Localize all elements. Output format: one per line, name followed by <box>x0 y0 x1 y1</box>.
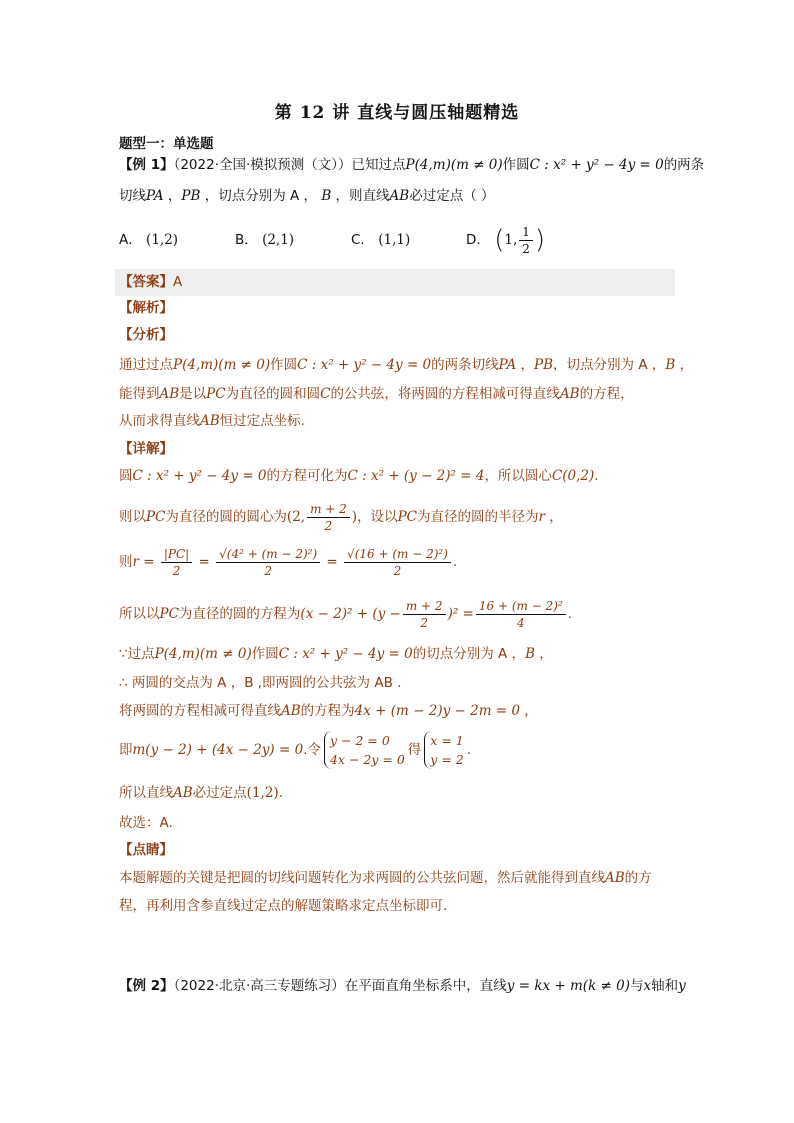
detail-line-3: 则r = $\frac{|PC|}{2}$ = $\frac{\text{√(4² + (m − 2)²)}}{2}$ = $\frac{\text{√(16 + (m − 2)²)}}{2}$ . <box>119 546 458 578</box>
detail-line-5: ∵过点P(4,m)(m ≠ 0)作圆C : x² + y² − 4y = 0的切点分别为 A ，B ， <box>119 646 553 662</box>
comment-line-2: 程，再利用含参直线过定点的解题策略求定点坐标即可. <box>119 898 448 914</box>
page-title: 第 12 讲 直线与圆压轴题精选 <box>274 103 520 123</box>
section-heading: 题型一：单选题 <box>119 136 214 152</box>
fenxi-heading: 【分析】 <box>119 327 173 343</box>
detail-line-4: 所以以PC为直径的圆的方程为(x − 2)² + (y − $\frac{m + 2}{2}$ )² = $\frac{\text{16 + (m − 2)²}}{4}$ . <box>119 598 572 630</box>
example-1-question-line-1: 【例 1】（2022·全国·模拟预测（文））已知过点P(4,m)(m ≠ 0)作圆C : x² + y² − 4y = 0的两条 <box>119 157 705 173</box>
example-2-tag: 【例 2】 <box>119 978 174 994</box>
analysis-line-2: 能得到AB是以PC为直径的圆和圆C的公共弦，将两圆的方程相减可得直线AB的方程， <box>119 386 634 402</box>
example-2-question-line-1: 【例 2】（2022·北京·高三专题练习）在平面直角坐标系中，直线y = kx + m(k ≠ 0)与x轴和y <box>119 978 686 994</box>
dianjing-heading: 【点睛】 <box>119 842 173 858</box>
detail-line-8: 即m(y − 2) + (4x − 2y) = 0.令 y − 2 = 0 4x − 2y = 0 得 x = 1 y = 2 . <box>119 733 472 767</box>
answer-line: 【答案】A <box>119 274 183 290</box>
analysis-line-1: 通过过点P(4,m)(m ≠ 0)作圆C : x² + y² − 4y = 0的两条切线PA ，PB，切点分别为 A ，B ， <box>119 357 694 373</box>
analysis-line-3: 从而求得直线AB恒过定点坐标. <box>119 413 305 429</box>
answer-bar <box>115 269 675 296</box>
detail-line-10: 故选：A. <box>119 815 173 831</box>
detail-line-9: 所以直线AB必过定点(1,2). <box>119 785 283 801</box>
analysis-heading: 【解析】 <box>119 300 173 316</box>
detail-line-2: 则以PC为直径的圆的圆心为(2, $\frac{m + 2}{2}$ )，设以PC为直径的圆的半径为r ， <box>119 501 563 533</box>
detail-heading: 【详解】 <box>119 441 173 457</box>
example-1-question-line-2: 切线PA ，PB ，切点分别为 A ， B ，则直线AB必过定点（ ） <box>119 188 495 204</box>
option-d: D． (1, $\frac{1}{2}$ ) <box>466 224 546 256</box>
detail-line-7: 将两圆的方程相减可得直线AB的方程为4x + (m − 2)y − 2m = 0 ， <box>119 703 538 719</box>
option-a: A． (1,2) <box>119 232 179 248</box>
example-1-tag: 【例 1】 <box>119 157 174 173</box>
option-b: B． (2,1) <box>235 232 295 248</box>
comment-line-1: 本题解题的关键是把圆的切线问题转化为求两圆的公共弦问题，然后就能得到直线AB的方 <box>119 870 652 886</box>
detail-line-6: ∴ 两圆的交点为 A ，B ,即两圆的公共弦为 AB . <box>119 675 402 691</box>
option-c: C． (1,1) <box>351 232 411 248</box>
detail-line-1: 圆C : x² + y² − 4y = 0的方程可化为C : x² + (y − 2)² = 4，所以圆心C(0,2). <box>119 468 599 484</box>
